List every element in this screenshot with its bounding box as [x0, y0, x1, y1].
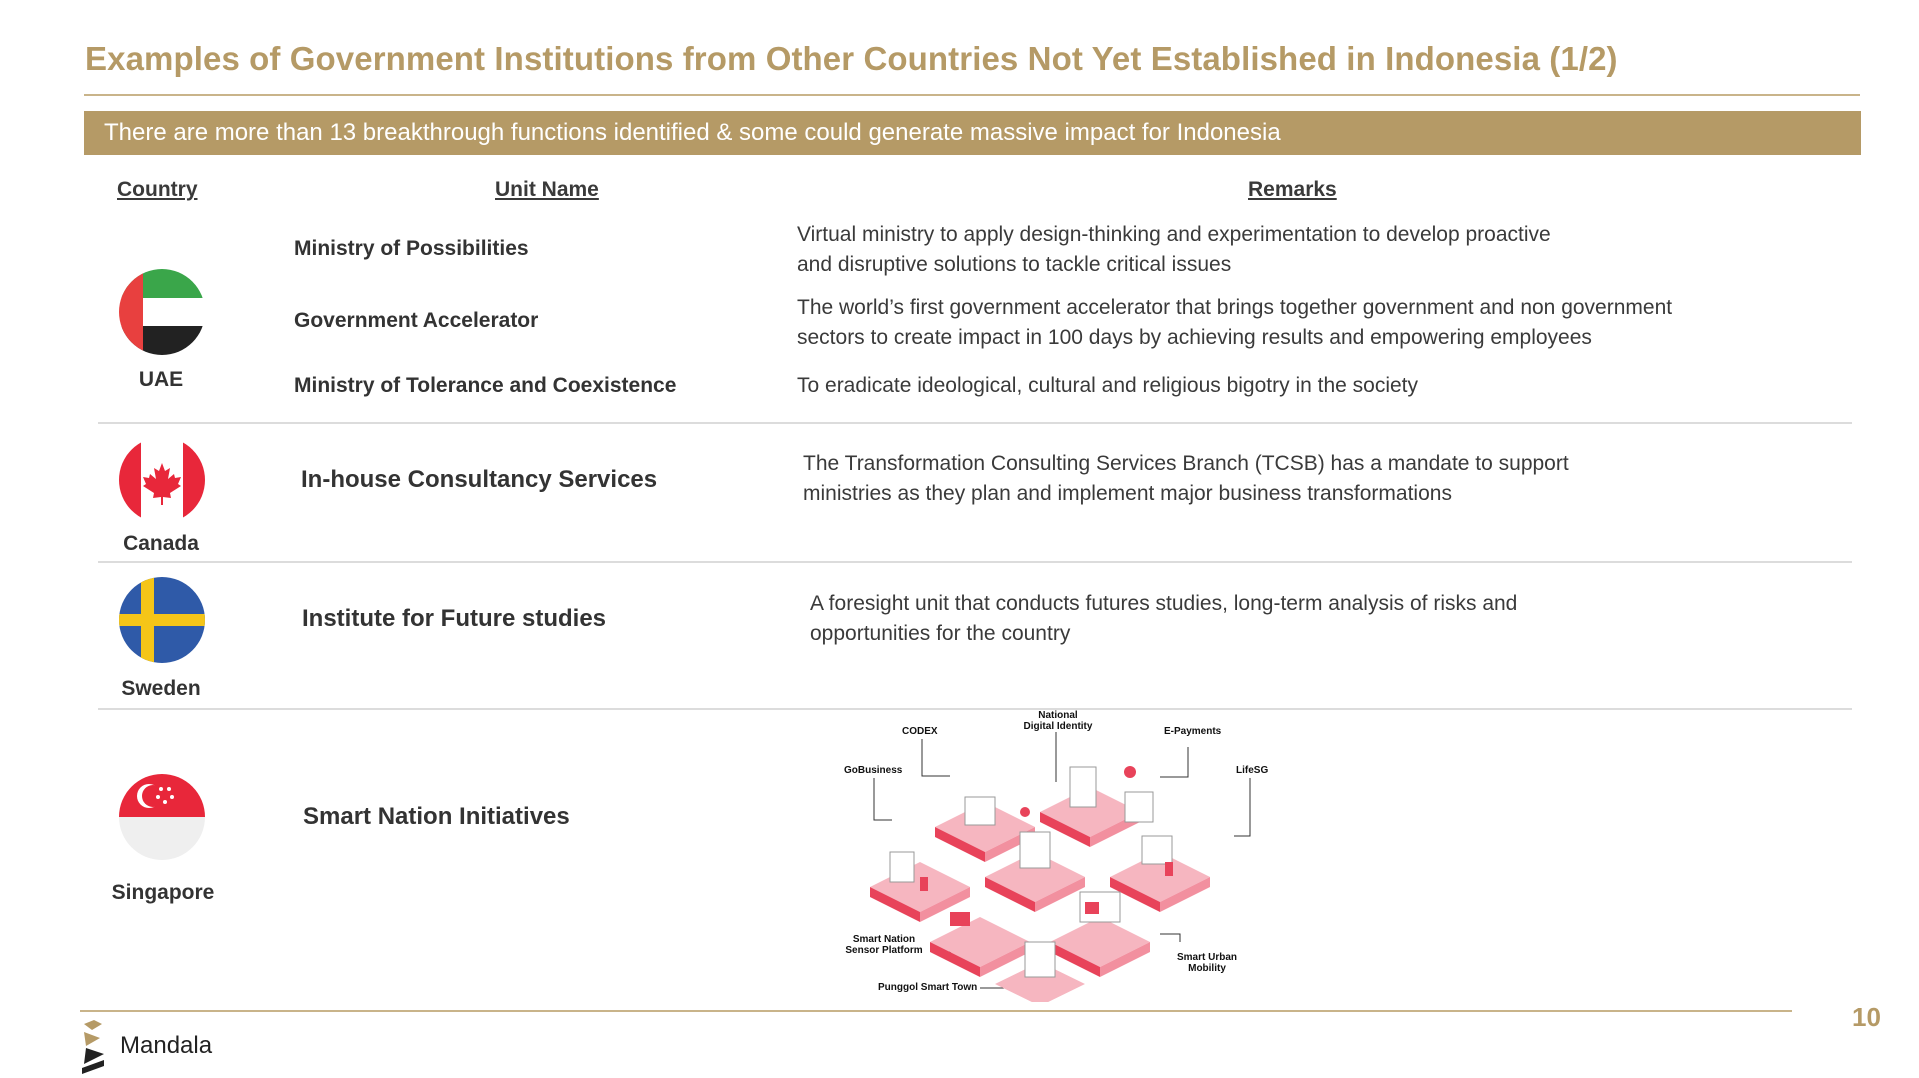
label-line: Digital Identity — [1023, 721, 1093, 732]
country-uae: UAE — [138, 368, 184, 391]
remark-line: ministries as they plan and implement major business transformations — [803, 482, 1452, 505]
remark-ministry-of-tolerance — [797, 371, 1418, 401]
country-canada: Canada — [123, 532, 199, 555]
summary-banner — [84, 111, 1861, 155]
remark-line: A foresight unit that conducts futures studies, long-term analysis of risks and — [810, 592, 1518, 615]
unit-ministry-of-tolerance: Ministry of Tolerance and Coexistence — [294, 374, 677, 397]
label-punggol-smart-town: Punggol Smart Town — [878, 982, 978, 993]
header-country: Country — [117, 178, 198, 201]
singapore-flag-icon — [119, 774, 205, 860]
unit-institute-for-future-studies: Institute for Future studies — [302, 605, 607, 632]
row-divider — [98, 708, 1852, 710]
unit-ministry-of-possibilities: Ministry of Possibilities — [294, 237, 529, 260]
row-divider — [98, 561, 1852, 563]
remark-in-house-consultancy — [803, 449, 1569, 509]
label-smart-urban-mobility — [1172, 952, 1242, 974]
sweden-flag-icon — [119, 577, 205, 663]
unit-government-accelerator: Government Accelerator — [294, 309, 539, 332]
label-line: Mobility — [1188, 963, 1226, 974]
country-sweden: Sweden — [121, 677, 201, 700]
mandala-logo-icon — [80, 1018, 106, 1074]
label-national-digital-identity — [1018, 710, 1098, 732]
label-codex: CODEX — [902, 726, 938, 737]
remark-line: and disruptive solutions to tackle critical issues — [797, 253, 1232, 276]
title-divider — [84, 94, 1860, 96]
label-line: Smart Nation — [852, 934, 916, 945]
row-divider — [98, 422, 1852, 424]
remark-line: sectors to create impact in 100 days by achieving results and empowering employees — [797, 326, 1592, 349]
header-remarks: Remarks — [1248, 178, 1337, 201]
remark-line: The world’s first government accelerator that brings together government and non government — [797, 296, 1673, 319]
canada-flag-icon — [119, 437, 205, 523]
label-gobusiness: GoBusiness — [844, 765, 903, 776]
unit-in-house-consultancy: In-house Consultancy Services — [301, 466, 658, 493]
remark-line: Virtual ministry to apply design-thinking and experimentation to develop proactive — [797, 223, 1551, 246]
remark-government-accelerator — [797, 293, 1672, 353]
label-line: Smart Urban — [1176, 952, 1237, 963]
remark-line: opportunities for the country — [810, 622, 1071, 645]
label-sensor-platform — [842, 934, 926, 956]
remark-line: The Transformation Consulting Services Branch (TCSB) has a mandate to support — [803, 452, 1569, 475]
footer-divider — [80, 1010, 1792, 1012]
summary-banner-text: There are more than 13 breakthrough functions identified & some could generate massive impact for Indonesia — [104, 119, 1281, 146]
label-line: National — [1038, 710, 1078, 721]
brand-name: Mandala — [120, 1032, 213, 1059]
unit-smart-nation-initiatives: Smart Nation Initiatives — [303, 803, 570, 830]
remark-line: To eradicate ideological, cultural and religious bigotry in the society — [797, 374, 1419, 397]
label-e-payments: E-Payments — [1164, 726, 1222, 737]
page-title: Examples of Government Institutions from Other Countries Not Yet Established in Indonesia (1/2) — [85, 40, 1618, 77]
header-unit-name: Unit Name — [495, 178, 599, 201]
label-line: Sensor Platform — [845, 945, 923, 956]
uae-flag-icon — [119, 269, 205, 355]
smart-nation-illustration — [830, 712, 1290, 1002]
remark-institute-for-future-studies — [810, 589, 1517, 649]
country-singapore: Singapore — [111, 881, 215, 904]
page-number: 10 — [1852, 1002, 1881, 1032]
remark-ministry-of-possibilities — [797, 220, 1551, 280]
label-lifesg: LifeSG — [1236, 765, 1269, 776]
